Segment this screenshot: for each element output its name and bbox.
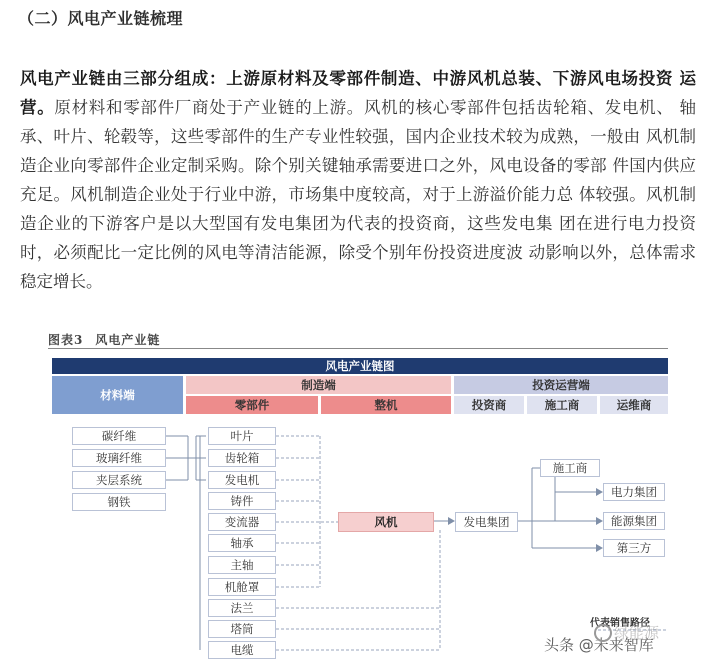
constructor-node: 施工商 (540, 459, 600, 477)
paragraph-bold-intro: 风电产业链由三部分组成：上游原材料及零部件制造、中游风机总装、下游风电场投资 运营。 (20, 69, 696, 117)
paragraph-body: 原材料和零部件厂商处于产业链的上游。风机的核心零部件包括齿轮箱、发电机、 轴承、叶片、轮毂等，这些零部件的生产专业性较强，国内企业技术较为成熟，一般由 风机制造企业向零部件企业定制采购。除个别关键轴承需要进口之外，风电设备的零部 件国内供应充足。风机制造企业处于行业中游，市场集中度较高，对于上游溢价能力总 体较强。风机制造企业的下游客户是以大型国有发电集团为代表的投资商，这些发电集 团在进行电力投资时，必须配比一定比例的风电等清洁能源，除受个别年份投资进度波 动影响以外，总体需求稳定增长。 (20, 98, 697, 291)
component-item: 变流器 (208, 513, 276, 531)
subheader-constructor: 施工商 (527, 396, 597, 414)
material-item: 碳纤维 (72, 427, 166, 445)
component-item: 塔筒 (208, 620, 276, 638)
subheader-parts: 零部件 (186, 396, 318, 414)
material-item: 夹层系统 (72, 471, 166, 489)
component-item: 机舱罩 (208, 578, 276, 596)
component-item: 轴承 (208, 534, 276, 552)
materials-header: 材料端 (52, 376, 183, 414)
figure-name: 风电产业链 (95, 333, 161, 347)
group-node: 能源集团 (603, 512, 665, 530)
component-item: 铸件 (208, 492, 276, 510)
power-group-node: 发电集团 (455, 512, 518, 532)
turbine-node: 风机 (338, 512, 434, 532)
component-item: 法兰 (208, 599, 276, 617)
manufacturing-header: 制造端 (186, 376, 451, 394)
group-node: 第三方 (603, 539, 665, 557)
watermark-left: 头条 @未来智库 (544, 636, 654, 654)
component-item: 电缆 (208, 641, 276, 659)
subheader-investor: 投资商 (454, 396, 524, 414)
component-item: 齿轮箱 (208, 449, 276, 467)
watermark-right: 绿能源 (614, 624, 660, 642)
material-item: 钢铁 (72, 493, 166, 511)
component-item: 主轴 (208, 556, 276, 574)
group-node: 电力集团 (603, 483, 665, 501)
section-heading: （二）风电产业链梳理 (18, 9, 184, 28)
investment-header: 投资运营端 (454, 376, 668, 394)
figure-label: 图表3 (48, 333, 84, 347)
component-item: 叶片 (208, 427, 276, 445)
subheader-om: 运维商 (600, 396, 668, 414)
component-item: 发电机 (208, 471, 276, 489)
material-item: 玻璃纤维 (72, 449, 166, 467)
wechat-icon (594, 624, 612, 642)
subheader-assembly: 整机 (321, 396, 451, 414)
chain-main-header: 风电产业链图 (52, 358, 668, 374)
legend-sales-path: 代表销售路径 (590, 618, 650, 629)
